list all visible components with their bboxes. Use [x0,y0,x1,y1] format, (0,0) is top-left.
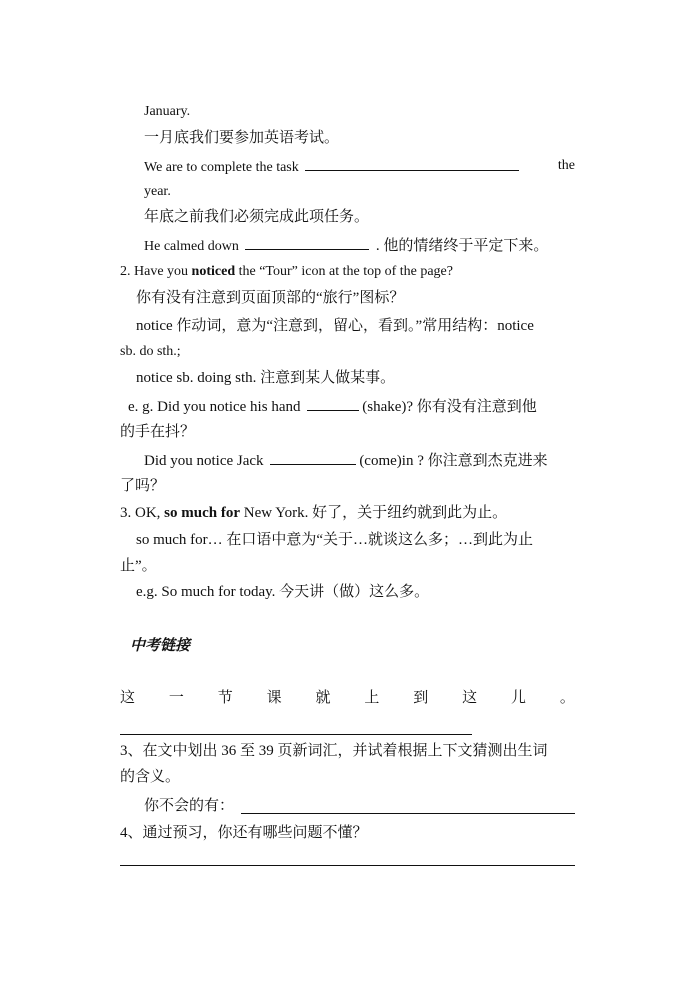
so-much-explanation-cont: 止”。 [120,558,157,574]
answer-blank-2[interactable] [245,235,369,250]
example-3: e.g. So much for today. 今天讲（做）这么多。 [136,584,430,600]
eg1-text: e. g. Did you notice his hand [128,399,301,415]
q3-prefix: 3. OK, [120,505,165,521]
question-3-cn-cont: 的含义。 [120,769,181,785]
answer-blank-1[interactable] [305,156,519,171]
eg1-suffix: (shake)? 你有没有注意到他 [362,399,537,415]
example-1-cont: 的手在抖？ [120,424,196,440]
text-complete-task: We are to complete the task [144,160,299,175]
section-header: 中考链接 [130,638,191,654]
example-2-cont: 了吗？ [120,478,166,494]
question-4-cn: 4、通过预习，你还有哪些问题不懂？ [120,825,368,841]
spread-char: 这 [120,690,136,706]
spread-char: 节 [217,690,233,706]
line-calmed-down [144,235,548,257]
q3-keyword: so much for [164,505,240,521]
notice-structure-1: sb. do sth.; [120,344,181,359]
q2-prefix: 2. Have you [120,264,192,279]
spread-char: 到 [413,690,429,706]
text-the: the [557,158,575,173]
example-1 [128,396,537,417]
line-complete-task [144,156,575,178]
q2-suffix: the “Tour” icon at the top of the page? [235,264,453,279]
eg2-text: Did you notice Jack [144,453,264,469]
spread-char: 就 [315,690,331,706]
answer-line-2[interactable] [241,813,575,814]
spread-sentence [120,688,575,708]
line-task-cn: 年底之前我们必须完成此项任务。 [144,209,370,225]
text-calmed-cn: . 他的情绪终于平定下来。 [375,238,549,254]
line-exam-cn: 一月底我们要参加英语考试。 [144,130,340,146]
eg2-suffix: (come)in ? 你注意到杰克进来 [359,453,548,469]
notice-explanation: notice 作动词，意为“注意到，留心，看到。”常用结构：notice [136,318,534,334]
line-year: year. [144,184,171,199]
spread-char: 。 [559,690,575,706]
notice-structure-2: notice sb. doing sth. 注意到某人做某事。 [136,370,396,386]
line-january: January. [144,104,191,119]
answer-blank-3[interactable] [307,396,359,411]
answer-line-1[interactable] [120,734,472,735]
question-2 [120,262,453,282]
question-3 [120,503,507,523]
answer-blank-4[interactable] [270,450,356,465]
spread-char: 一 [168,690,184,706]
q2-keyword: noticed [191,264,236,279]
answer-line-3[interactable] [120,865,575,866]
spread-char: 上 [364,690,380,706]
question-3-cn: 3、在文中划出 36 至 39 页新词汇，并试着根据上下文猜测出生词 [120,743,548,759]
so-much-explanation: so much for… 在口语中意为“关于…就谈这么多；…到此为止 [136,532,534,548]
spread-char: 儿 [511,690,527,706]
spread-char: 这 [462,690,478,706]
question-2-cn: 你有没有注意到页面顶部的“旅行”图标？ [136,290,405,306]
spread-char: 课 [266,690,282,706]
q3-suffix: New York. 好了，关于纽约就到此为止。 [240,505,508,521]
text-calmed-down: He calmed down [144,239,239,254]
example-2 [144,450,548,471]
unknown-words-label: 你不会的有： [144,798,235,814]
